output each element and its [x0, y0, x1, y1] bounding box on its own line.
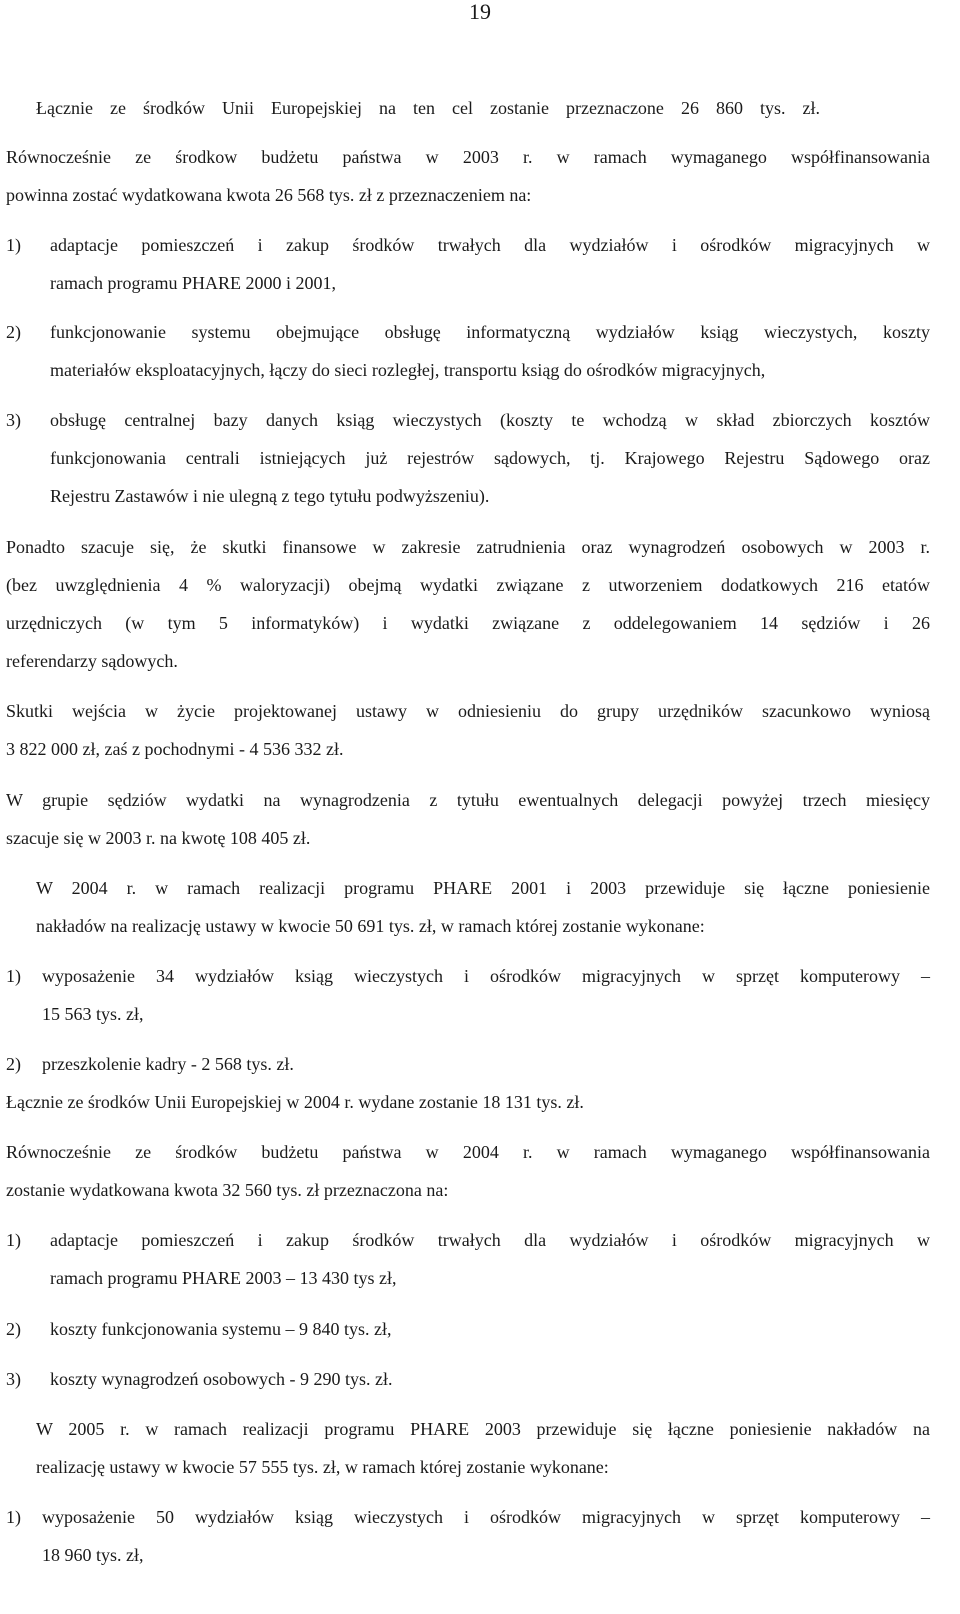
list-marker: 2) — [6, 1319, 21, 1339]
text-line: Ponadto szacuje się, że skutki finansowe w zakresie zatrudnienia oraz wynagrodzeń osobowych w 2003 r. — [6, 537, 930, 557]
text-line: (bez uwzględnienia 4 % waloryzacji) obejmą wydatki związane z utworzeniem dodatkowych 216 etatów — [6, 575, 930, 595]
list-item — [6, 1368, 930, 1390]
text-line: zostanie wydatkowana kwota 32 560 tys. zł przeznaczona na: — [6, 1180, 449, 1200]
text-line: referendarzy sądowych. — [6, 651, 178, 671]
text-line: nakładów na realizację ustawy w kwocie 50 691 tys. zł, w ramach której zostanie wykonane: — [36, 916, 705, 936]
list-marker: 1) — [6, 1507, 21, 1527]
text-line: Skutki wejścia w życie projektowanej ustawy w odniesieniu do grupy urzędników szacunkowo wyniosą — [6, 701, 930, 721]
text-line: W 2004 r. w ramach realizacji programu PHARE 2001 i 2003 przewiduje się łączne poniesienie — [36, 878, 930, 898]
list-item-text: obsługę centralnej bazy danych ksiąg wieczystych (koszty te wchodzą w skład zbiorczych kosztów — [50, 410, 930, 430]
list-marker: 1) — [6, 966, 21, 986]
text-line: ramach programu PHARE 2003 – 13 430 tys zł, — [50, 1268, 397, 1288]
list-item — [6, 409, 930, 431]
list-item — [6, 965, 930, 987]
list-item-text: funkcjonowanie systemu obejmujące obsługę informatyczną wydziałów ksiąg wieczystych, koszty — [50, 322, 930, 342]
text-line: 18 960 tys. zł, — [42, 1545, 144, 1565]
list-item-text: wyposażenie 50 wydziałów ksiąg wieczystych i ośrodków migracyjnych w sprzęt komputerowy – — [42, 1507, 930, 1527]
list-item — [6, 1053, 930, 1075]
text-line: Rejestru Zastawów i nie ulegną z tego tytułu podwyższeniu). — [50, 486, 490, 506]
list-item — [6, 1506, 930, 1528]
list-marker: 3) — [6, 1369, 21, 1389]
list-item-text: wyposażenie 34 wydziałów ksiąg wieczystych i ośrodków migracyjnych w sprzęt komputerowy – — [42, 966, 930, 986]
text-line: ramach programu PHARE 2000 i 2001, — [50, 273, 336, 293]
text-line: 3 822 000 zł, zaś z pochodnymi - 4 536 332 zł. — [6, 739, 344, 759]
text-line: powinna zostać wydatkowana kwota 26 568 tys. zł z przeznaczeniem na: — [6, 185, 532, 205]
text-line: W 2005 r. w ramach realizacji programu PHARE 2003 przewiduje się łączne poniesienie nakładów na — [36, 1419, 930, 1439]
list-item-text: adaptacje pomieszczeń i zakup środków trwałych dla wydziałów i ośrodków migracyjnych w — [50, 1230, 930, 1250]
text-line: Równocześnie ze środków budżetu państwa w 2004 r. w ramach wymaganego współfinansowania — [6, 1142, 930, 1162]
list-item — [6, 1229, 930, 1251]
list-item-text: przeszkolenie kadry - 2 568 tys. zł. — [42, 1054, 294, 1074]
text-line: materiałów eksploatacyjnych, łączy do sieci rozległej, transportu ksiąg do ośrodków migracyjnych, — [50, 360, 766, 380]
text-line: 15 563 tys. zł, — [42, 1004, 144, 1024]
list-marker: 2) — [6, 1054, 21, 1074]
text-line: Łącznie ze środków Unii Europejskiej w 2004 r. wydane zostanie 18 131 tys. zł. — [6, 1092, 584, 1112]
list-item-text: koszty wynagrodzeń osobowych - 9 290 tys. zł. — [50, 1369, 393, 1389]
text-line: realizację ustawy w kwocie 57 555 tys. zł, w ramach której zostanie wykonane: — [36, 1457, 609, 1477]
list-item — [6, 1318, 930, 1340]
text-line: Równocześnie ze środkow budżetu państwa w 2003 r. w ramach wymaganego współfinansowania — [6, 147, 930, 167]
list-item — [6, 234, 930, 256]
text-line: funkcjonowania centrali istniejących już rejestrów sądowych, tj. Krajowego Rejestru Sądowego oraz — [50, 448, 930, 468]
page-number: 19 — [469, 0, 491, 24]
text-line: urzędniczych (w tym 5 informatyków) i wydatki związane z oddelegowaniem 14 sędziów i 26 — [6, 613, 930, 633]
list-marker: 1) — [6, 1230, 21, 1250]
text-line: Łącznie ze środków Unii Europejskiej na ten cel zostanie przeznaczone 26 860 tys. zł. — [36, 98, 820, 118]
list-marker: 3) — [6, 410, 21, 430]
list-marker: 1) — [6, 235, 21, 255]
list-marker: 2) — [6, 322, 21, 342]
list-item-text: koszty funkcjonowania systemu – 9 840 tys. zł, — [50, 1319, 392, 1339]
list-item-text: adaptacje pomieszczeń i zakup środków trwałych dla wydziałów i ośrodków migracyjnych w — [50, 235, 930, 255]
text-line: szacuje się w 2003 r. na kwotę 108 405 zł. — [6, 828, 311, 848]
text-line: W grupie sędziów wydatki na wynagrodzenia z tytułu ewentualnych delegacji powyżej trzech miesięcy — [6, 790, 930, 810]
list-item — [6, 321, 930, 343]
